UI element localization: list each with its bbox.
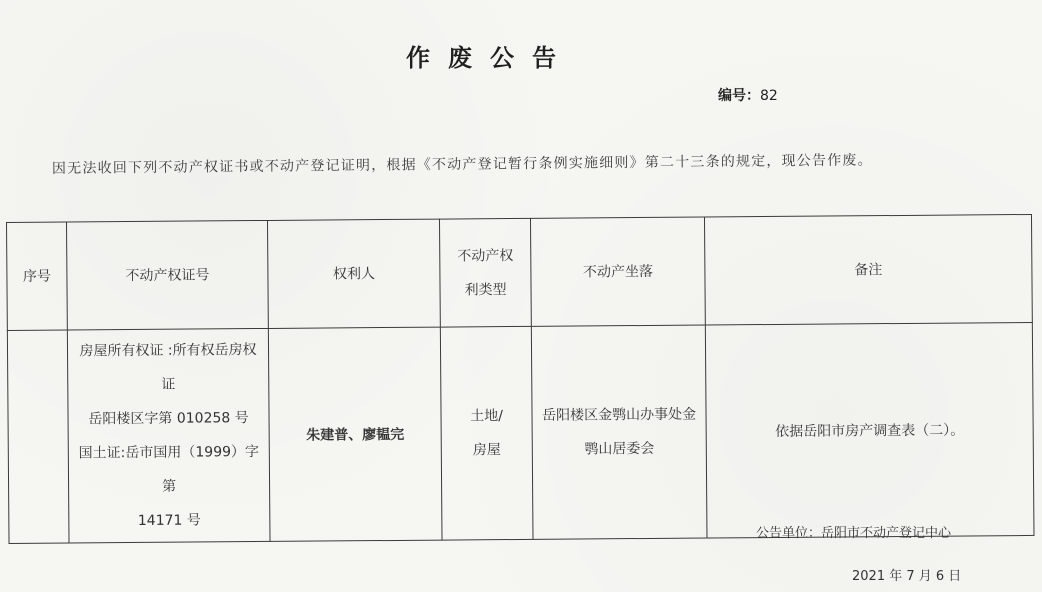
right-type-line-2: 房屋 [472, 442, 501, 459]
cert-line-2: 岳阳楼区字第 010258 号 [88, 410, 249, 428]
intro-paragraph: 因无法收回下列不动产权证书或不动产登记证明，根据《不动产登记暂行条例实施细则》第二十三条的规定，现公告作废。 [51, 152, 873, 177]
document-number [718, 85, 778, 105]
cell-holder: 朱建普、廖韫完 [268, 327, 442, 541]
cell-right-type [440, 326, 533, 540]
header-holder: 权利人 [267, 219, 440, 328]
header-seq: 序号 [7, 222, 68, 330]
table-row [7, 322, 1034, 543]
header-right-type-line2: 利类型 [464, 281, 507, 298]
document-number-label: 编号： [718, 88, 760, 104]
header-cert-no: 不动产权证号 [67, 220, 269, 330]
cert-line-1: 房屋所有权证 :所有权岳房权证 [79, 342, 257, 393]
header-right-type [439, 218, 531, 327]
table-header-row [7, 214, 1033, 330]
cell-note: 依据岳阳市房产调查表（二）。 [705, 322, 1034, 538]
cell-cert-no [67, 328, 270, 543]
document-number-value: 82 [760, 88, 778, 104]
page-title: 作废公告 [406, 44, 574, 72]
notice-table-wrapper [6, 214, 1034, 529]
issue-date: 2021 年 7 月 6 日 [852, 569, 962, 584]
header-right-type-line1: 不动产权 [457, 247, 514, 264]
header-note: 备注 [704, 214, 1032, 325]
right-type-line-1: 土地/ [470, 408, 503, 425]
cell-location [531, 325, 707, 539]
issuing-unit: 公告单位：岳阳市不动产登记中心 [756, 526, 952, 541]
header-location: 不动产坐落 [530, 217, 705, 326]
notice-table [6, 214, 1034, 544]
cert-line-4: 14171 号 [137, 512, 201, 529]
location-line-1: 岳阳楼区金鹗山办事处金 [541, 406, 697, 424]
location-line-2: 鹗山居委会 [584, 440, 655, 458]
cell-seq [7, 330, 69, 543]
cert-line-3: 国土证:岳市国用（1999）字第 [78, 444, 260, 495]
